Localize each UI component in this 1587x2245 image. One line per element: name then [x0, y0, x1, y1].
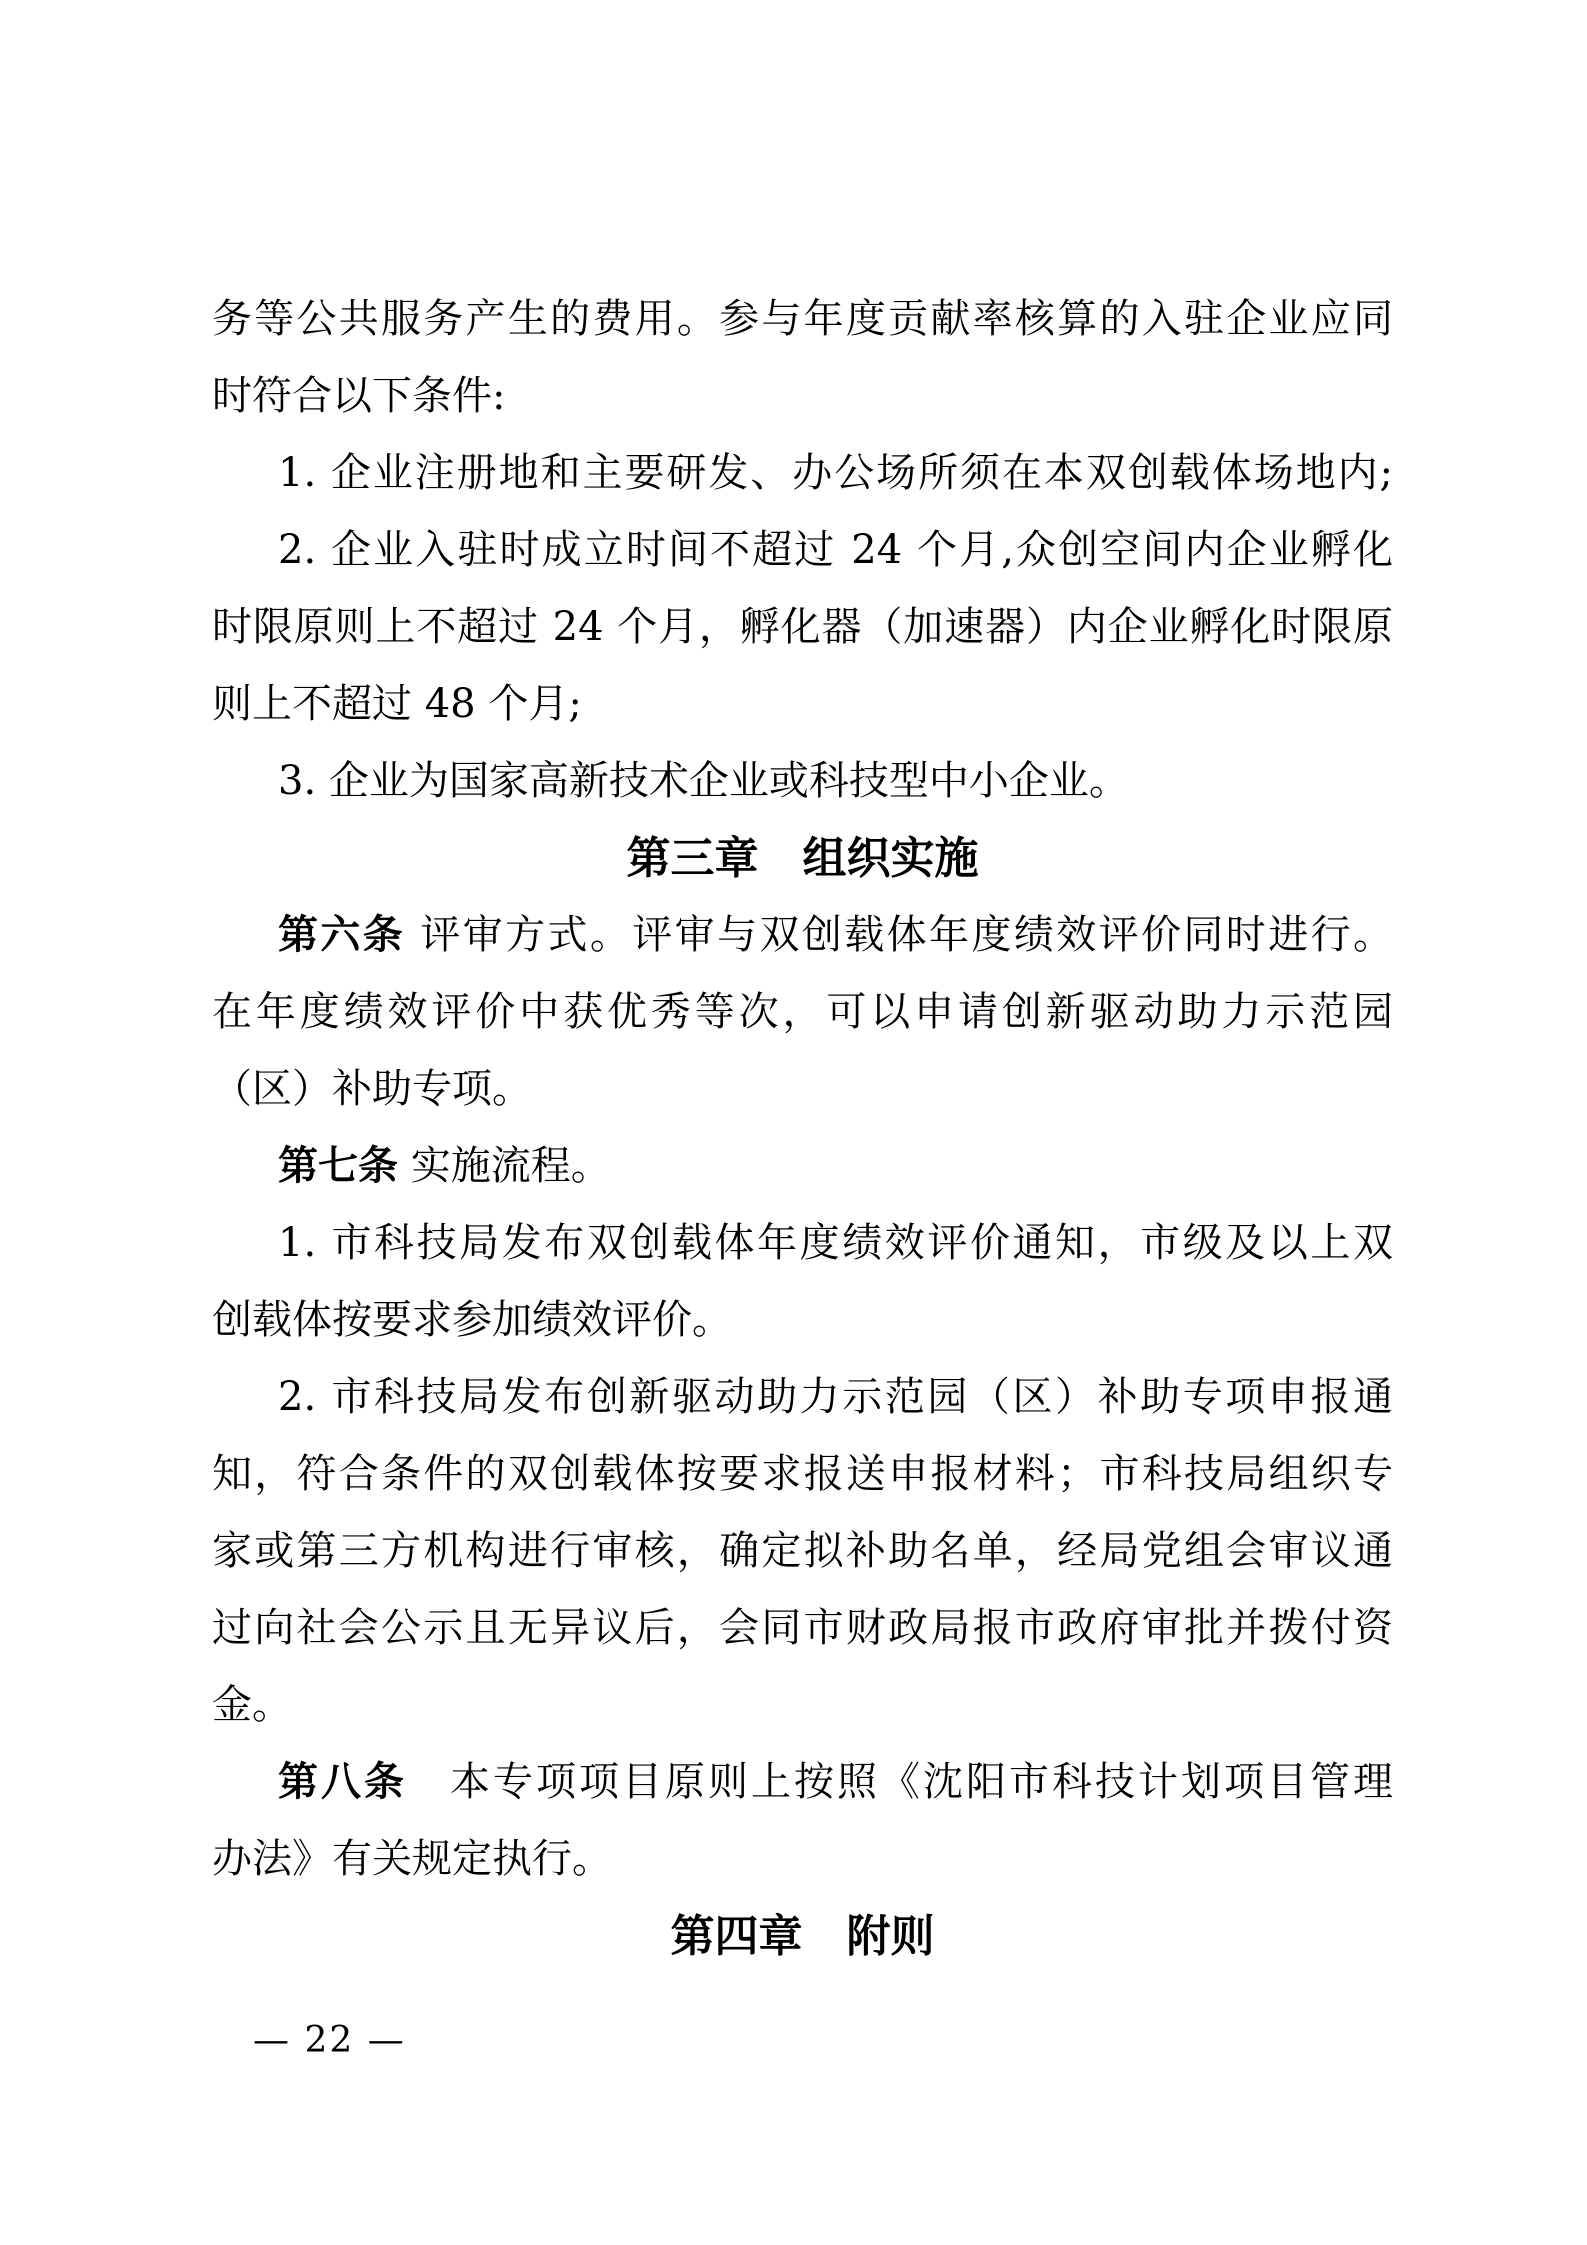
text-line	[212, 435, 1393, 512]
text-span: 1. 市科技局发布双创载体年度绩效评价通知，市级及以上双	[278, 1220, 1393, 1266]
text-span: 务等公共服务产生的费用。参与年度贡献率核算的入驻企业应同	[212, 296, 1393, 342]
text-span: 家或第三方机构进行审核，确定拟补助名单，经局党组会审议通	[212, 1528, 1393, 1574]
text-span: 时限原则上不超过 24 个月，孵化器（加速器）内企业孵化时限原	[212, 604, 1393, 650]
text-span: 办法》有关规定执行。	[212, 1836, 612, 1882]
text-line	[212, 666, 1393, 743]
text-line	[212, 1821, 1393, 1898]
text-line	[212, 1590, 1393, 1667]
text-span: 创载体按要求参加绩效评价。	[212, 1297, 732, 1343]
text-line	[212, 512, 1393, 589]
text-line	[212, 1359, 1393, 1436]
text-span: 3. 企业为国家高新技术企业或科技型中小企业。	[278, 758, 1129, 804]
text-line	[212, 974, 1393, 1051]
text-span: 1. 企业注册地和主要研发、办公场所须在本双创载体场地内;	[278, 450, 1393, 496]
text-span: 实施流程。	[398, 1143, 611, 1189]
text-span: 2. 市科技局发布创新驱动助力示范园（区）补助专项申报通	[278, 1374, 1393, 1420]
text-line	[212, 1667, 1393, 1744]
article-term: 第七条	[278, 1143, 398, 1189]
text-line	[212, 897, 1393, 974]
text-line	[212, 1205, 1393, 1282]
text-span: 知，符合条件的双创载体按要求报送申报材料；市科技局组织专	[212, 1451, 1393, 1497]
text-line	[212, 281, 1393, 358]
text-line	[212, 1128, 1393, 1205]
text-span: 在年度绩效评价中获优秀等次，可以申请创新驱动助力示范园	[212, 989, 1393, 1035]
text-line	[212, 743, 1393, 820]
text-span: 评审方式。评审与双创载体年度绩效评价同时进行。	[405, 912, 1393, 958]
text-line	[212, 358, 1393, 435]
text-span: 时符合以下条件:	[212, 373, 506, 419]
text-line	[212, 589, 1393, 666]
text-span: 则上不超过 48 个月;	[212, 681, 582, 727]
page-number: — 22 —	[253, 2020, 406, 2061]
article-term: 第六条	[278, 912, 406, 958]
chapter-heading	[212, 820, 1393, 897]
text-line	[212, 1282, 1393, 1359]
article-term: 第八条	[278, 1759, 407, 1805]
text-line	[212, 1436, 1393, 1513]
chapter-heading	[212, 1898, 1393, 1975]
text-line	[212, 1513, 1393, 1590]
text-line	[212, 1744, 1393, 1821]
document-body	[212, 281, 1393, 1975]
article-term: 第三章 组织实施	[626, 833, 979, 884]
text-span: 本专项项目原则上按照《沈阳市科技计划项目管理	[407, 1759, 1393, 1805]
text-span: （区）补助专项。	[212, 1066, 532, 1112]
text-span: 2. 企业入驻时成立时间不超过 24 个月,众创空间内企业孵化	[278, 527, 1393, 573]
text-span: 金。	[212, 1682, 292, 1728]
article-term: 第四章 附则	[670, 1911, 935, 1962]
text-line	[212, 1051, 1393, 1128]
text-span: 过向社会公示且无异议后，会同市财政局报市政府审批并拨付资	[212, 1605, 1393, 1651]
